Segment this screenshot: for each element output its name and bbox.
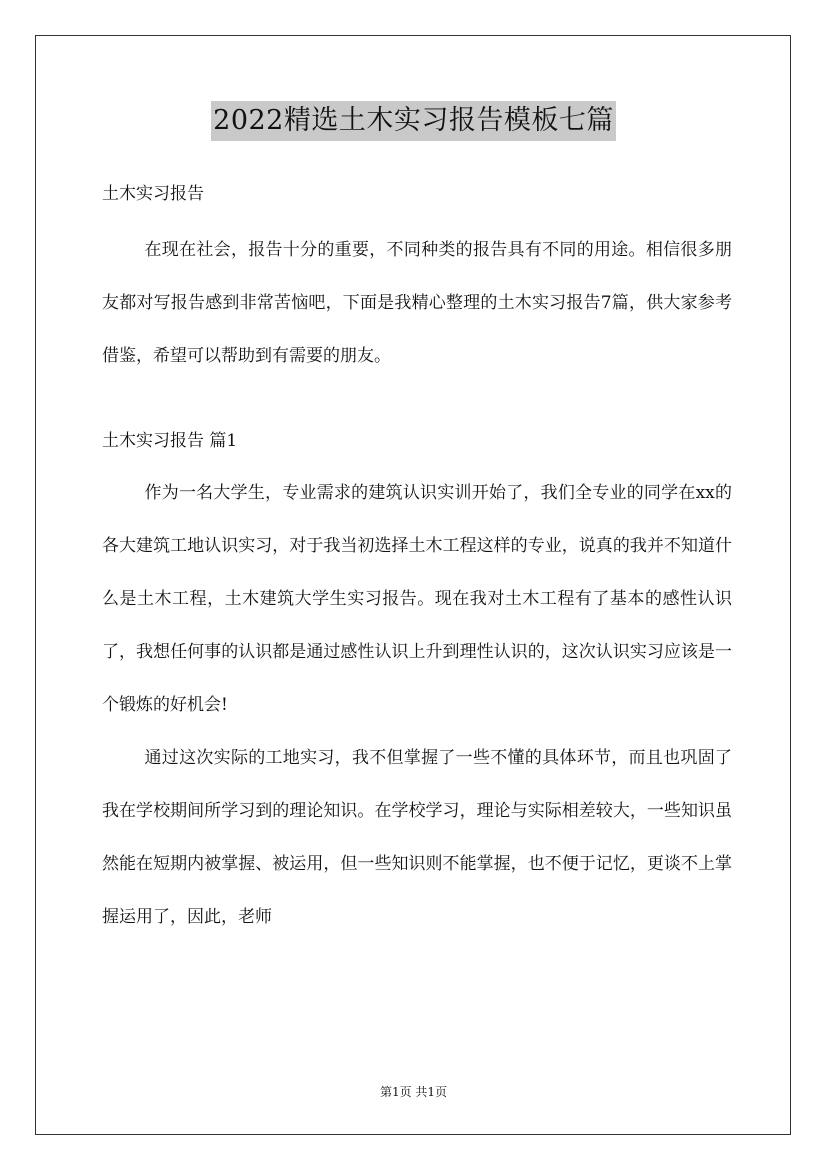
article-heading: 土木实习报告 篇1 (102, 431, 238, 451)
spacer (102, 216, 732, 224)
intro-paragraph: 在现在社会，报告十分的重要，不同种类的报告具有不同的用途。相信很多朋友都对写报告感到非常苦恼吧，下面是我精心整理的土木实习报告7篇，供大家参考借鉴，希望可以帮助到有需要的朋友。 (102, 240, 732, 366)
page-number: 第1页 共1页 (379, 1085, 448, 1099)
title-container (0, 101, 827, 141)
document-body (102, 172, 732, 944)
body-paragraph-2: 通过这次实际的工地实习，我不但掌握了一些不懂的具体环节，而且也巩固了我在学校期间所学习到的理论知识。在学校学习，理论与实际相差较大，一些知识虽然能在短期内被掌握、被运用，但一些知识则不能掌握，也不便于记忆，更谈不上掌握运用了，因此，老师 (102, 748, 732, 927)
body-paragraph-1: 作为一名大学生，专业需求的建筑认识实训开始了，我们全专业的同学在xx的各大建筑工地认识实习，对于我当初选择土木工程这样的专业，说真的我并不知道什么是土木工程，土木建筑大学生实习报告。现在我对土木工程有了基本的感性认识了，我想任何事的认识都是通过感性认识上升到理性认识的，这次认识实习应该是一个锻炼的好机会! (102, 483, 732, 715)
page-footer (0, 1083, 827, 1100)
section-label: 土木实习报告 (102, 184, 204, 204)
spacer (102, 383, 732, 419)
document-title: 2022精选土木实习报告模板七篇 (211, 101, 616, 141)
